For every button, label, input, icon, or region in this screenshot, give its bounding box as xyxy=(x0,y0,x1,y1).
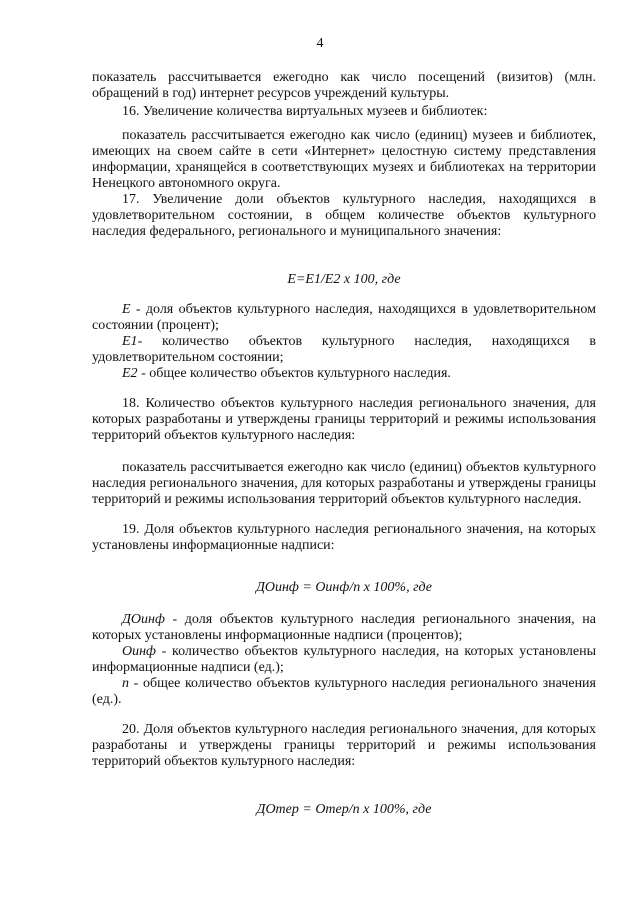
definition-e-symbol: E xyxy=(122,302,131,317)
definition-e2-symbol: E2 xyxy=(122,366,138,381)
definition-n-symbol: n xyxy=(122,676,129,691)
definition-doinf-text: - доля объектов культурного наследия регионального значения, на которых установлены информационные надписи (процентов); xyxy=(92,612,596,643)
paragraph-item-16: 16. Увеличение количества виртуальных музеев и библиотек: xyxy=(122,104,488,119)
definition-e xyxy=(92,302,596,334)
definition-e2-text: - общее количество объектов культурного наследия. xyxy=(137,366,451,381)
definition-doinf-symbol: ДОинф xyxy=(122,612,165,627)
definition-doinf xyxy=(92,612,596,644)
paragraph-visits: показатель рассчитывается ежегодно как число посещений (визитов) (млн. обращений в год) интернет ресурсов учреждений культуры. xyxy=(92,70,596,101)
definition-e1-symbol: E1 xyxy=(122,334,138,349)
formula-doinf: ДОинф = Оинф/n x 100%, где xyxy=(255,580,433,595)
definition-n-text: - общее количество объектов культурного наследия регионального значения (ед.). xyxy=(92,676,596,707)
definition-e2 xyxy=(92,366,596,382)
formula-doter: ДОтер = Отер/n x 100%, где xyxy=(256,802,432,817)
formula-e: E=E1/E2 x 100, где xyxy=(287,272,401,287)
definition-oinf xyxy=(92,644,596,676)
paragraph-item-20: 20. Доля объектов культурного наследия регионального значения, для которых разработаны и утверждены границы территорий и режимы использования территорий объектов культурного наследия: xyxy=(92,722,596,769)
definition-e-text: - доля объектов культурного наследия, находящихся в удовлетворительном состоянии (процент); xyxy=(92,302,596,333)
page-number: 4 xyxy=(316,36,324,51)
definition-oinf-text: - количество объектов культурного наследия, на которых установлены информационные надписи (ед.); xyxy=(92,644,596,675)
definition-n xyxy=(92,676,596,708)
paragraph-virtual-museums: показатель рассчитывается ежегодно как число (единиц) музеев и библиотек, имеющих на своем сайте в сети «Интернет» целостную систему представления информации, хранящейся в соответствующих музеях и библиотеках на территории Ненецкого автономного округа. xyxy=(92,128,596,191)
definition-e1-text: - количество объектов культурного наследия, находящихся в удовлетворительном состоянии; xyxy=(92,334,596,365)
paragraph-item-18: 18. Количество объектов культурного наследия регионального значения, для которых разработаны и утверждены границы территорий и режимы использования территорий объектов культурного наследия: xyxy=(92,396,596,443)
definition-oinf-symbol: Оинф xyxy=(122,644,156,659)
paragraph-item-19: 19. Доля объектов культурного наследия регионального значения, на которых установлены информационные надписи: xyxy=(92,522,596,553)
definition-e1 xyxy=(92,334,596,366)
paragraph-item-18-calc: показатель рассчитывается ежегодно как число (единиц) объектов культурного наследия регионального значения, для которых разработаны и утверждены границы территорий и режимы использования территорий объектов культурного наследия. xyxy=(92,460,596,507)
paragraph-item-17: 17. Увеличение доли объектов культурного наследия, находящихся в удовлетворительном состоянии, в общем количестве объектов культурного наследия федерального, регионального и муниципального значения: xyxy=(92,192,596,239)
